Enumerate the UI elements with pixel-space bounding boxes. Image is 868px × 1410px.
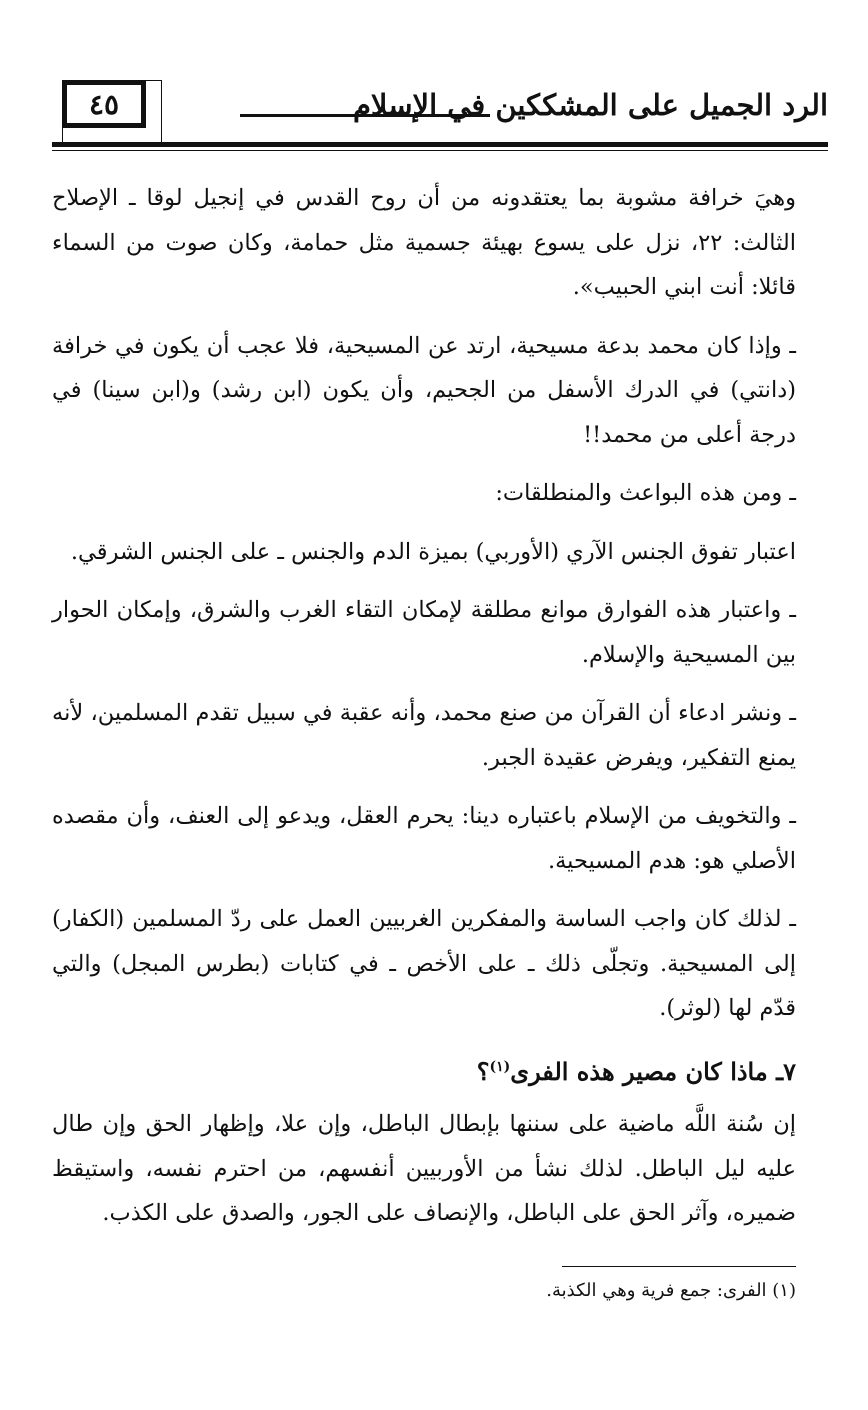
section-heading-text: ٧ـ ماذا كان مصير هذه الفرى (510, 1056, 796, 1086)
paragraph-5: ـ واعتبار هذه الفوارق موانع مطلقة لإمكان التقاء الغرب والشرق، وإمكان الحوار بين المسيحية والإسلام. (52, 597, 796, 668)
section-heading (52, 1045, 796, 1095)
header-divider-thick (52, 142, 828, 147)
paragraph-7: ـ والتخويف من الإسلام باعتباره دينا: يحرم العقل، ويدعو إلى العنف، وأن مقصده الأصلي هو: هدم المسيحية. (52, 803, 796, 874)
page-number: ٤٥ (62, 80, 146, 128)
paragraph-2: ـ وإذا كان محمد بدعة مسيحية، ارتد عن المسيحية، فلا عجب أن يكون في خرافة (دانتي) في الدرك الأسفل من الجحيم، وأن يكون (ابن رشد) و(ابن سينا) في درجة أعلى من محمد!! (52, 332, 796, 448)
final-paragraph: إن سُنة اللَّه ماضية على سننها بإبطال الباطل، وإن علا، وإظهار الحق وإن طال عليه ليل الباطل. لذلك نشأ من الأوربيين أنفسهم، من احترم نفسه، واستيقظ ضميره، وآثر الحق على الباطل، والإنصاف على الجور، والصدق على الكذب. (52, 1111, 796, 1226)
book-title: الرد الجميل على المشككين في الإسلام (352, 88, 828, 122)
paragraph-8: ـ لذلك كان واجب الساسة والمفكرين الغربيين العمل على ردّ المسلمين (الكفار) إلى المسيحية. وتجلّى ذلك ـ على الأخص ـ في كتابات (بطرس المبجل) والتي قدّم لها (لوثر). (52, 906, 796, 1021)
paragraph-1: وهيَ خرافة مشوبة بما يعتقدونه من أن روح القدس في إنجيل لوقا ـ الإصلاح الثالث: ٢٢، نزل على يسوع بهيئة جسمية مثل حمامة، وكان صوت من السماء قائلا: أنت ابني الحبيب». (52, 185, 796, 300)
footnote-divider (562, 1266, 796, 1267)
paragraph-4: اعتبار تفوق الجنس الآري (الأوربي) بميزة الدم والجنس ـ على الجنس الشرقي. (70, 538, 796, 565)
section-heading-end: ؟ (476, 1056, 490, 1086)
page-header (52, 70, 828, 140)
body-text (52, 176, 796, 1250)
footnote: (١) الفرى: جمع فرية وهي الكذبة. (546, 1280, 796, 1301)
paragraph-3: ـ ومن هذه البواعث والمنطلقات: (495, 480, 796, 506)
footnote-reference: (١) (489, 1058, 511, 1075)
header-divider-thin (52, 150, 828, 151)
paragraph-6: ـ ونشر ادعاء أن القرآن من صنع محمد، وأنه عقبة في سبيل تقدم المسلمين، لأنه يمنع التفكير، ويفرض عقيدة الجبر. (52, 700, 796, 771)
